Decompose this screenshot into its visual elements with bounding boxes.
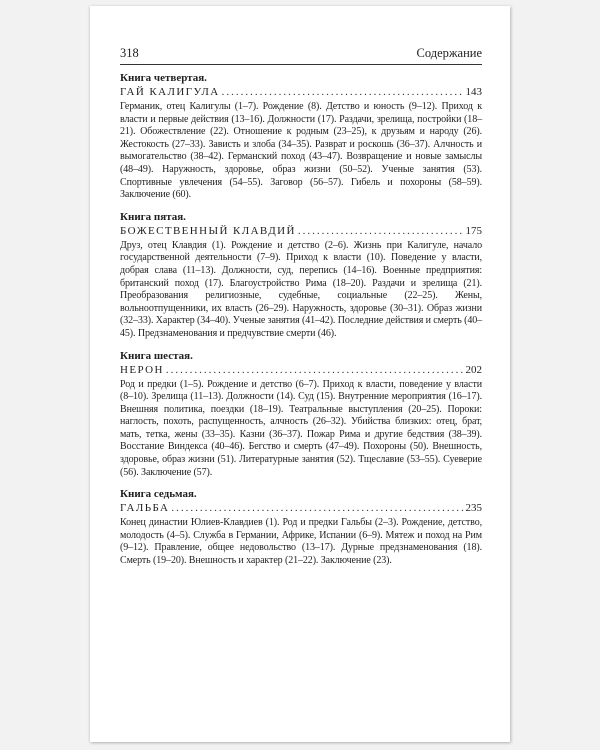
entry-title: БОЖЕСТВЕННЫЙ КЛАВДИЙ [120,224,296,237]
book-label: Книга шестая. [120,349,193,362]
entry-title: ГАЙ КАЛИГУЛА [120,86,220,98]
toc-entry[interactable] [120,501,482,515]
page-number: 318 [120,46,139,60]
dot-leader [222,85,464,99]
entry-page-number: 235 [465,502,482,515]
dot-leader [166,363,464,377]
dot-leader [298,224,464,238]
toc-section-galba [120,488,482,567]
toc-section-claudius [120,211,482,341]
book-label: Книга седьмая. [120,488,197,501]
chapter-summary: Друз, отец Клавдия (1). Рождение и детство (2–6). Жизнь при Калигуле, начало государственной деятельности (7–9). Приход к власти (10). Поведение у власти, добрая слава (11–13). Должности, суд, перепись (14–16). Военные предприятия: британский поход (17). Благоустройство Рима (18–20). Раздачи и зрелища (21). Преобразования религиозные, судебные, социальные (22–25). Жены, вольноотпущенники, их власть (26–29). Наружность, здоровье (30–31). Образ жизни (32–33). Характер (34–40). Ученые занятия (41–42). Последние действия и смерть (40–45). Предзнаменования и предчувствие смерти (46). [120,239,483,339]
book-page [90,6,510,742]
book-label: Книга четвертая. [120,72,207,84]
dot-leader [171,501,463,515]
entry-title: ГАЛЬБА [120,502,170,515]
running-header [120,46,482,65]
entry-page-number: 175 [465,224,482,237]
toc-entry[interactable] [120,363,482,377]
chapter-summary: Конец династии Юлиев-Клавдиев (1). Род и предки Гальбы (2–3). Рождение, детство, молодость (4–5). Служба в Германии, Африке, Испании (6–9). Мятеж и поход на Рим (9–12). Правление, общее недовольство (13–17). Дурные предзнаменования (18). Смерть (19–20). Внешность и характер (21–22). Заключение (23). [120,517,482,567]
running-title: Содержание [416,46,482,60]
entry-title: НЕРОН [120,363,164,376]
toc-section-nero [120,350,482,480]
table-of-contents [120,72,482,577]
chapter-summary: Род и предки (1–5). Рождение и детство (6–7). Приход к власти, поведение у власти (8–10). Зрелища (11–13). Должности (14). Суд (15). Внутренние мероприятия (16–17). Внешняя политика, поездки (18–19). Театральные выступления (20–25). Пороки: наглость, похоть, распущенность, алчность (26–32). Убийства близких: отец, брат, мать, тетка, жены (33–35). Казни (36–37). Пожар Рима и другие бедствия (38–39). Восстание Виндекса (40–46). Бегство и смерть (47–49). Похороны (50). Внешность, здоровье, образ жизни (51). Литературные занятия (52). Тщеславие (53–55). Суеверие (56). Заключение (57). [120,378,482,478]
toc-entry[interactable] [120,85,482,99]
toc-section-caligula [120,72,482,202]
book-label: Книга пятая. [120,210,186,223]
chapter-summary: Германик, отец Калигулы (1–7). Рождение (8). Детство и юность (9–12). Приход к власти и первые действия (13–16). Должности (17). Раздачи, зрелища, постройки (18–21). Обожествление (22). Отношение к родным (23–25), к друзьям и народу (26). Жестокость (27–33). Зависть и злоба (34–35). Разврат и роскошь (36–37). Алчность и вымогательство (38–42). Германский поход (43–47). Возвращение и новые замыслы (48–49). Наружность, здоровье, образ жизни (50–52). Ученые занятия (53). Спортивные увлечения (54–55). Заговор (56–57). Гибель и похороны (58–59). Заключение (60). [120,101,482,201]
entry-page-number: 202 [465,363,482,376]
entry-page-number: 143 [465,86,482,98]
toc-entry[interactable] [120,224,482,238]
